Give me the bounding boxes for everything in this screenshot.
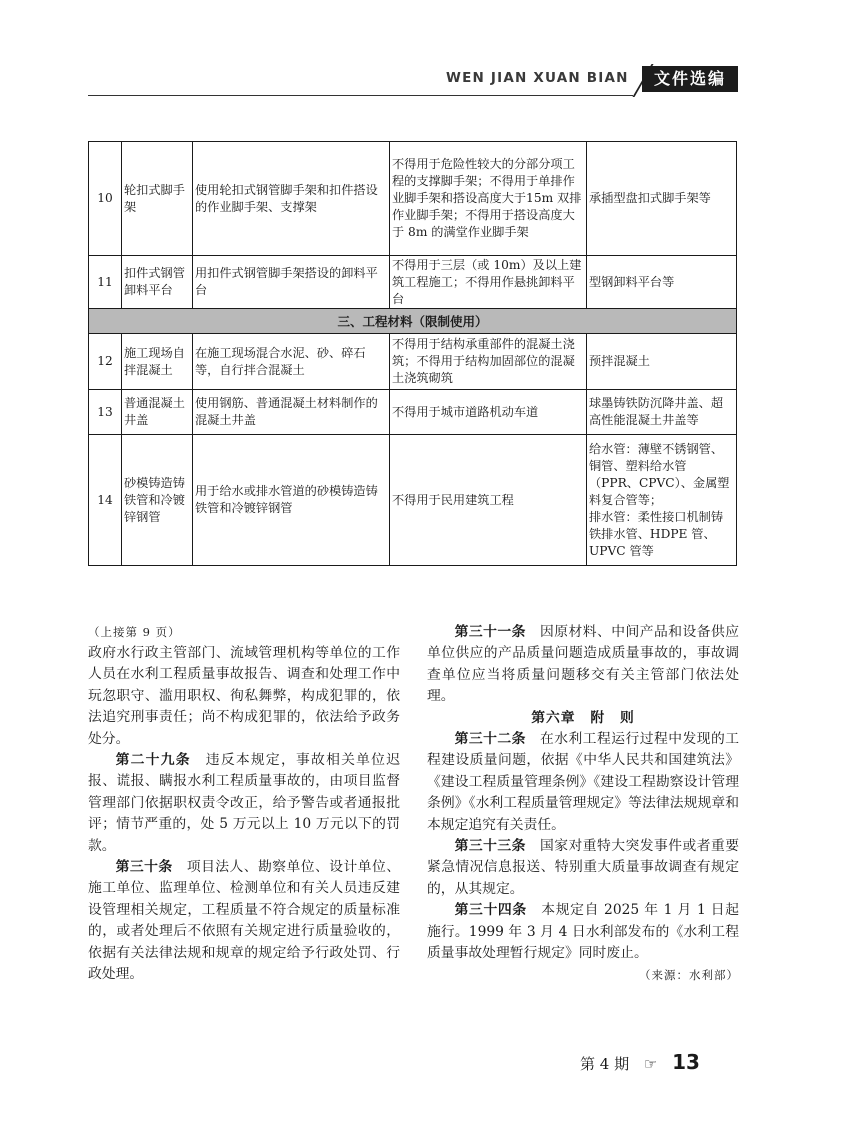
- paragraph: 政府水行政主管部门、流域管理机构等单位的工作人员在水利工程质量事故报告、调查和处理工作中玩忽职守、滥用职权、徇私舞弊，构成犯罪的，依法追究刑事责任；尚不构成犯罪的，依法给予政务处分。: [88, 645, 400, 747]
- article-30: [88, 857, 400, 985]
- item-name: 砂模铸造铸铁管和冷镀锌钢管: [122, 435, 193, 566]
- chapter-heading: 第六章 附 则: [531, 709, 635, 726]
- row-number: 14: [89, 435, 122, 566]
- item-restriction: 不得用于城市道路机动车道: [390, 390, 587, 435]
- article-heading: 第三十二条: [454, 731, 526, 748]
- item-scope: 在施工现场混合水泥、砂、碎石等，自行拌合混凝土: [193, 334, 390, 390]
- article-text: 国家对重特大突发事件或者重要紧急情况信息报送、特别重大质量事故调查有规定的，从其规定。: [427, 838, 740, 897]
- article-heading: 第三十四条: [454, 902, 527, 919]
- alt-drainage: 排水管：柔性接口机制铸铁排水管、HDPE 管、UPVC 管等: [589, 509, 724, 558]
- table-row: [89, 390, 737, 435]
- article-29: [88, 750, 400, 857]
- article-text: 违反本规定，事故相关单位迟报、谎报、瞒报水利工程质量事故的，由项目监督管理部门依据职权责令改正，给予警告或者通报批评；情节严重的，处 5 万元以上 10 万元以下的罚款。: [88, 752, 401, 854]
- alt-water-supply: 给水管：薄壁不锈钢管、铜管、塑料给水管（PPR、CPVC）、金属塑料复合管等；: [589, 441, 730, 507]
- article-text: 在水利工程运行过程中发现的工程建设质量问题，依据《中华人民共和国建筑法》《建设工程质量管理条例》《建设工程勘察设计管理条例》《水利工程质量管理规定》等法律法规规章和本规定追究有关责任。: [427, 731, 740, 833]
- article-32: [427, 729, 739, 836]
- item-name: 扣件式钢管卸料平台: [122, 256, 193, 309]
- table-row: [89, 435, 737, 566]
- row-number: 13: [89, 390, 122, 435]
- header-rule: [88, 95, 633, 96]
- item-scope: 使用钢筋、普通混凝土材料制作的混凝土井盖: [193, 390, 390, 435]
- issue-number: 第 4 期: [580, 1055, 630, 1073]
- article-text: 项目法人、勘察单位、设计单位、施工单位、监理单位、检测单位和有关人员违反建设管理相关规定，工程质量不符合规定的质量标准的，或者处理后不依照有关规定进行质量验收的，依据有关法律法规和规章的规定给予行政处罚、行政处理。: [88, 859, 401, 983]
- table-row: [89, 256, 737, 309]
- section-pinyin: WEN JIAN XUAN BIAN: [446, 70, 629, 86]
- item-scope: 用于给水或排水管道的砂模铸造铸铁管和冷镀锌钢管: [193, 435, 390, 566]
- table-row: [89, 142, 737, 256]
- page-number: 13: [672, 1050, 700, 1074]
- article-heading: 第二十九条: [115, 752, 191, 769]
- item-restriction: 不得用于三层（或 10m）及以上建筑工程施工；不得用作悬挑卸料平台: [390, 256, 587, 309]
- section-row: [89, 309, 737, 334]
- continued-note: （上接第 9 页）: [88, 625, 181, 639]
- item-restriction: 不得用于民用建筑工程: [390, 435, 587, 566]
- item-alternative: 球墨铸铁防沉降井盖、超高性能混凝土井盖等: [587, 390, 737, 435]
- item-scope: 使用轮扣式钢管脚手架和扣件搭设的作业脚手架、支撑架: [193, 142, 390, 256]
- source-note: （来源：水利部）: [639, 967, 739, 982]
- item-alternative: [587, 435, 737, 566]
- item-name: 普通混凝土井盖: [122, 390, 193, 435]
- right-column: [427, 622, 739, 986]
- article-heading: 第三十一条: [454, 624, 526, 640]
- section-heading: 三、工程材料（限制使用）: [89, 309, 737, 334]
- item-restriction: 不得用于危险性较大的分部分项工程的支撑脚手架；不得用于单排作业脚手架和搭设高度大于15m 双排作业脚手架；不得用于搭设高度大于 8m 的满堂作业脚手架: [390, 142, 587, 256]
- item-name: 施工现场自拌混凝土: [122, 334, 193, 390]
- article-text: 本规定自 2025 年 1 月 1 日起施行。1999 年 3 月 4 日水利部发布的《水利工程质量事故处理暂行规定》同时废止。: [427, 902, 740, 962]
- article-33: [427, 836, 739, 900]
- article-34: [427, 900, 739, 964]
- row-number: 10: [89, 142, 122, 256]
- article-heading: 第三十三条: [454, 838, 526, 855]
- pointing-hand-icon: ☞: [643, 1055, 658, 1073]
- item-alternative: 型钢卸料平台等: [587, 256, 737, 309]
- item-alternative: 预拌混凝土: [587, 334, 737, 390]
- restriction-table: [88, 141, 737, 566]
- section-tag: 文件选编: [642, 66, 738, 92]
- article-heading: 第三十条: [115, 859, 173, 876]
- row-number: 11: [89, 256, 122, 309]
- page-footer: [580, 1050, 700, 1074]
- row-number: 12: [89, 334, 122, 390]
- article-text: 因原材料、中间产品和设备供应单位供应的产品质量问题造成质量事故的，事故调查单位应当将质量问题移交有关主管部门依法处理。: [427, 624, 740, 705]
- item-scope: 用扣件式钢管脚手架搭设的卸料平台: [193, 256, 390, 309]
- item-alternative: 承插型盘扣式脚手架等: [587, 142, 737, 256]
- item-name: 轮扣式脚手架: [122, 142, 193, 256]
- table-row: [89, 334, 737, 390]
- left-column: [88, 622, 400, 986]
- item-restriction: 不得用于结构承重部件的混凝土浇筑；不得用于结构加固部位的混凝土浇筑砌筑: [390, 334, 587, 390]
- article-31: [427, 622, 739, 708]
